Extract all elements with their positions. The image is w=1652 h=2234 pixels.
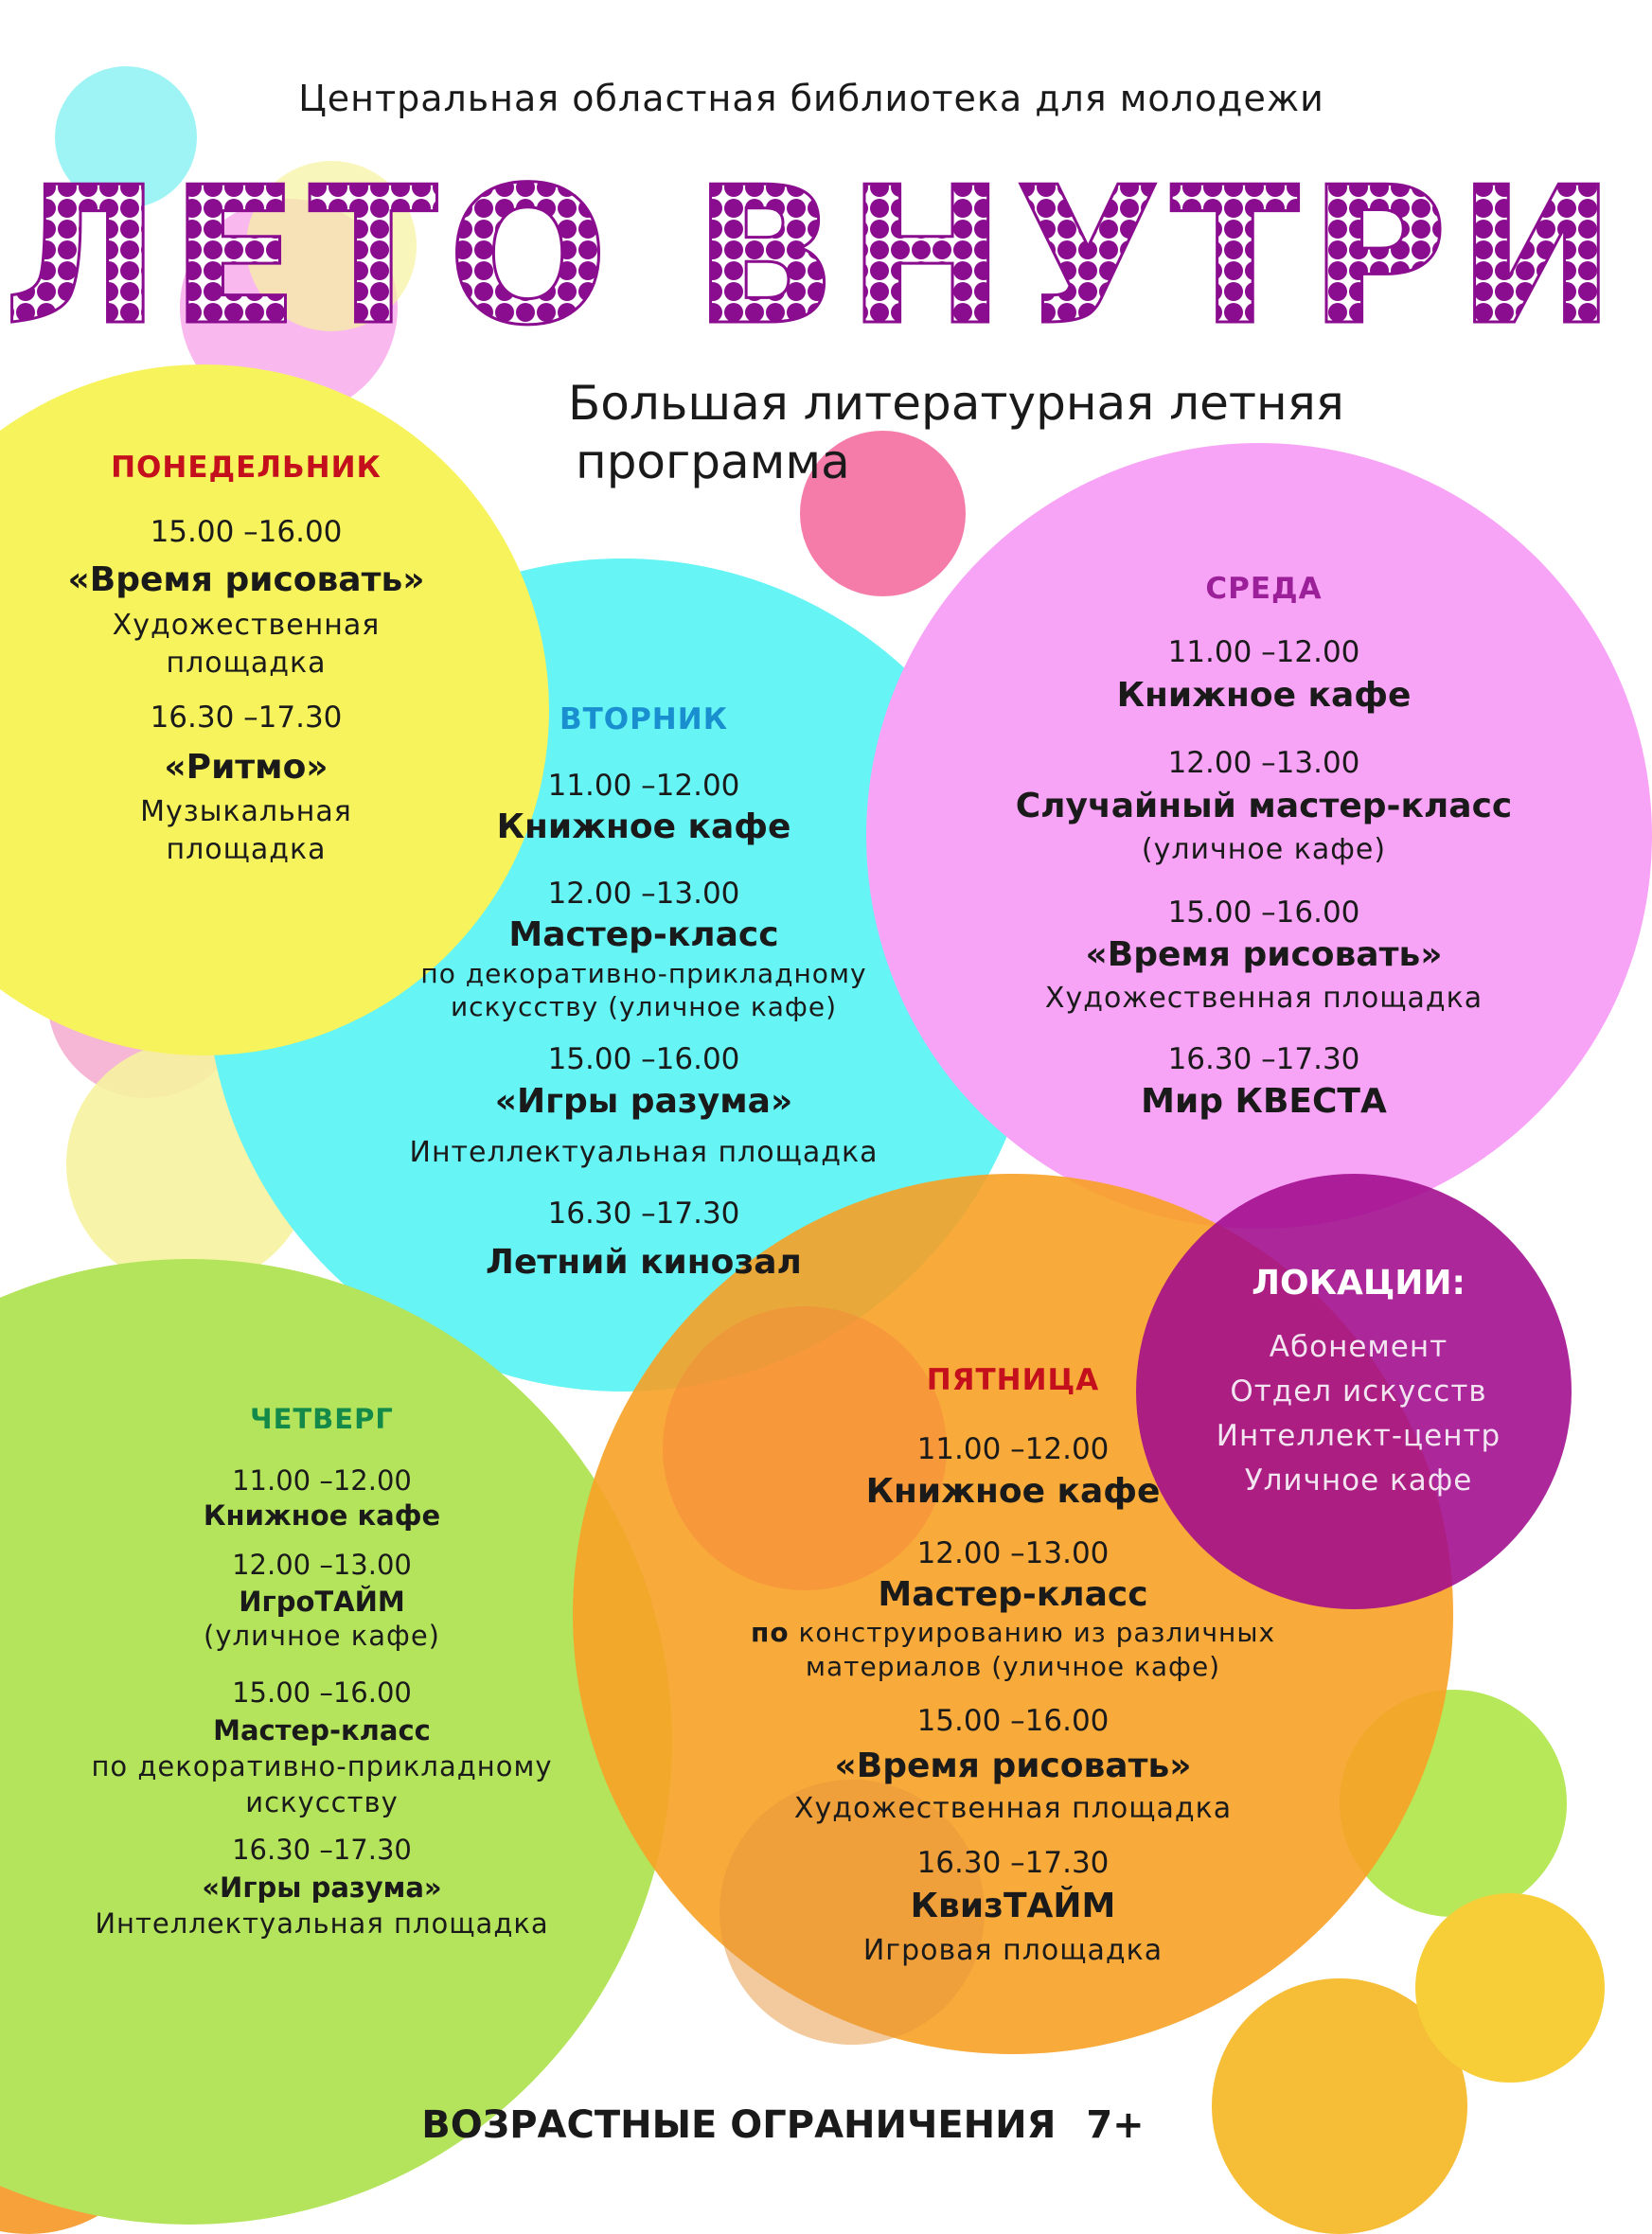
event-title: Мастер-класс	[878, 1575, 1148, 1614]
event-place: Художественная	[112, 609, 381, 642]
event-time: 11.00 –12.00	[916, 1432, 1110, 1466]
event-title: ИгроТАЙМ	[239, 1586, 405, 1618]
event-time: 11.00 –12.00	[1167, 635, 1360, 669]
day-title-friday: ПЯТНИЦА	[926, 1363, 1100, 1397]
event-place: Игровая площадка	[862, 1934, 1164, 1967]
event-desc: искусству	[245, 1786, 399, 1818]
event-desc: по декоративно-прикладному	[91, 1750, 553, 1782]
event-desc-text: конструированию из различных	[798, 1617, 1276, 1648]
event-place: Художественная площадка	[1044, 982, 1483, 1015]
day-title-tuesday: ВТОРНИК	[559, 702, 729, 736]
event-title: Книжное кафе	[865, 1472, 1161, 1511]
event-title: Мир КВЕСТА	[1141, 1082, 1387, 1121]
event-title: Книжное кафе	[203, 1499, 441, 1532]
event-desc: по декоративно-прикладному	[420, 958, 867, 989]
event-title: Случайный мастер-класс	[1015, 787, 1513, 825]
event-time: 16.30 –17.30	[232, 1834, 412, 1866]
event-time: 16.30 –17.30	[916, 1846, 1110, 1880]
event-time: 15.00 –16.00	[916, 1704, 1110, 1738]
event-time: 11.00 –12.00	[547, 769, 740, 803]
event-time: 11.00 –12.00	[232, 1464, 412, 1497]
event-title: КвизТАЙМ	[910, 1887, 1116, 1925]
event-time: 16.30 –17.30	[1167, 1042, 1360, 1076]
age-restriction-label: ВОЗРАСТНЫЕ ОГРАНИЧЕНИЯ	[421, 2103, 1057, 2147]
event-place: (уличное кафе)	[204, 1620, 440, 1652]
event-time: 15.00 –16.00	[150, 515, 343, 549]
event-place: Интеллектуальная площадка	[409, 1136, 879, 1169]
event-desc: материалов (уличное кафе)	[805, 1651, 1221, 1682]
main-title-text: ЛЕТО ВНУТРИ	[3, 147, 1625, 367]
event-time: 15.00 –16.00	[1167, 895, 1360, 930]
locations-heading: ЛОКАЦИИ:	[1252, 1264, 1465, 1303]
event-time: 16.30 –17.30	[150, 700, 343, 735]
event-time: 16.30 –17.30	[547, 1197, 740, 1231]
day-title-wednesday: СРЕДА	[1205, 572, 1323, 606]
event-title: «Игры разума»	[202, 1871, 442, 1904]
location-item: Интеллект-центр	[1216, 1419, 1501, 1453]
event-time: 12.00 –13.00	[916, 1536, 1110, 1570]
subtitle	[568, 374, 1344, 491]
event-time: 12.00 –13.00	[232, 1549, 412, 1581]
event-desc: искусству (уличное кафе)	[450, 991, 837, 1022]
decor-circle	[1415, 1893, 1605, 2083]
day-title-monday: ПОНЕДЕЛЬНИК	[111, 451, 382, 485]
event-time: 12.00 –13.00	[1167, 746, 1360, 780]
subtitle-line-1: Большая литературная летняя	[568, 376, 1344, 431]
subtitle-line-2: программа	[576, 434, 850, 489]
event-place: площадка	[166, 833, 327, 866]
event-title: Книжное кафе	[1116, 676, 1412, 715]
event-place: (уличное кафе)	[1141, 833, 1387, 866]
event-title: Книжное кафе	[496, 807, 791, 846]
event-title: «Время рисовать»	[67, 560, 425, 599]
location-item: Абонемент	[1269, 1330, 1448, 1364]
event-title: Мастер-класс	[213, 1714, 431, 1746]
event-place: площадка	[166, 647, 327, 680]
location-item: Отдел искусств	[1230, 1374, 1487, 1409]
event-place: Интеллектуальная площадка	[95, 1907, 549, 1940]
age-restriction	[0, 2103, 1566, 2147]
event-desc	[748, 1617, 1278, 1648]
event-time: 12.00 –13.00	[547, 877, 740, 911]
library-name: Центральная областная библиотека для молодежи	[298, 78, 1324, 119]
event-title: Мастер-класс	[508, 915, 779, 954]
event-place: Музыкальная	[140, 795, 352, 828]
event-time: 15.00 –16.00	[547, 1042, 740, 1076]
age-restriction-value: 7+	[1086, 2103, 1145, 2147]
event-place: Художественная площадка	[793, 1792, 1233, 1825]
location-item: Уличное кафе	[1244, 1463, 1473, 1498]
main-title	[3, 147, 1625, 367]
event-title: «Ритмо»	[164, 748, 329, 787]
event-title: «Время рисовать»	[834, 1746, 1192, 1785]
event-desc-prefix: по	[750, 1617, 790, 1648]
day-title-thursday: ЧЕТВЕРГ	[250, 1403, 394, 1435]
event-title: Летний кинозал	[486, 1243, 802, 1282]
event-title: «Время рисовать»	[1085, 935, 1443, 974]
event-title: «Игры разума»	[494, 1082, 793, 1121]
event-time: 15.00 –16.00	[232, 1676, 412, 1709]
